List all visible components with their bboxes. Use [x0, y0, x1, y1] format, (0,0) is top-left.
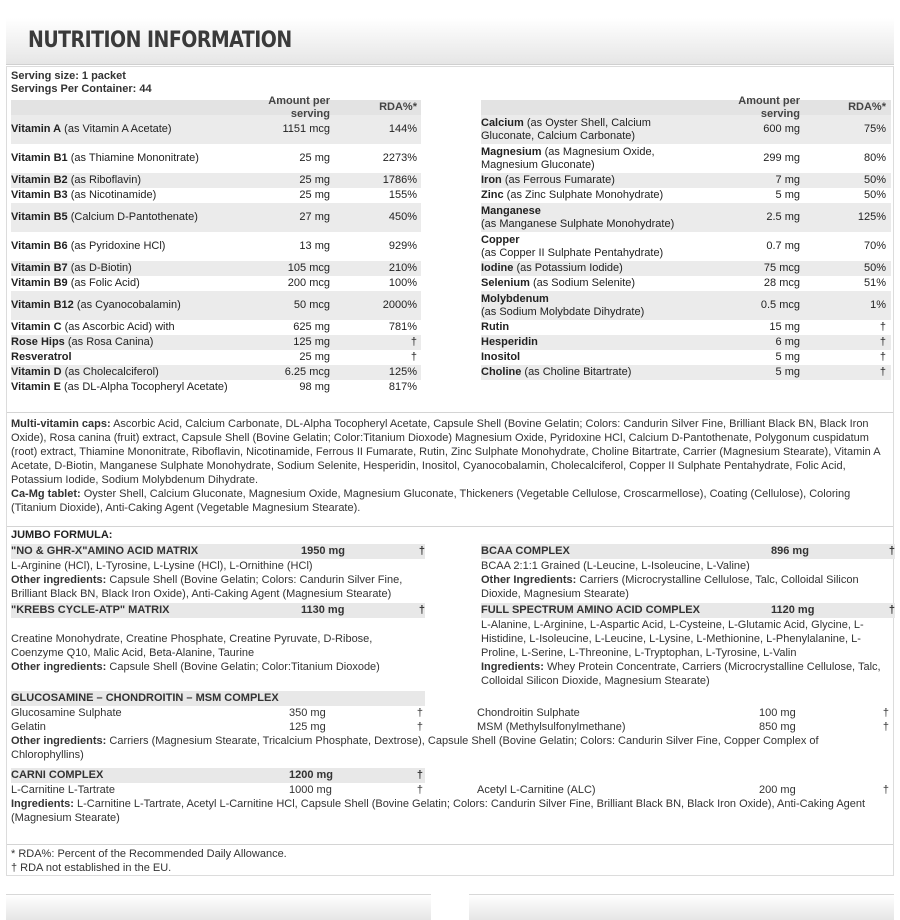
list-item: Chondroitin Sulphate 100 mg † [477, 707, 889, 719]
nutrient-rda: 50% [863, 174, 886, 186]
nutrient-amount: 27 mg [299, 211, 330, 223]
nutrient-rda: 817% [388, 381, 417, 393]
nutrient-name: Vitamin E (as DL-Alpha Tocopheryl Acetate) [11, 381, 228, 393]
table-header [11, 94, 421, 120]
amount-header: Amount per serving [738, 94, 800, 120]
nutrient-name: Choline (as Choline Bitartrate) [481, 366, 632, 378]
table-row [481, 203, 891, 232]
no-ghx-matrix: "NO & GHR-X"AMINO ACID MATRIX 1950 mg † L-Arginine (HCl), L-Tyrosine, L-Lysine (HCl), L-Ornithine (HCl) Other ingredients: Capsule Shell (Bovine Gelatin; Colors: Candurin Silver Fine, Brilliant Black BN, Black Iron Oxide), Anti-Caking Agent (Magnesium Stearate) [11, 545, 425, 600]
nutrient-rda: † [410, 336, 417, 348]
nutrient-amount: 13 mg [299, 240, 330, 252]
ingredients-section [11, 417, 889, 515]
nutrient-rda: 450% [388, 211, 417, 223]
table-row [11, 276, 421, 291]
nutrient-amount: 125 mg [293, 336, 330, 348]
matrix-header: GLUCOSAMINE – CHONDROITIN – MSM COMPLEX [11, 691, 425, 706]
table-row [11, 188, 421, 203]
table-row [11, 232, 421, 261]
nutrient-amount: 0.7 mg [766, 240, 800, 252]
dagger-footnote: † RDA not established in the EU. [11, 862, 172, 874]
nutrient-rda: 2273% [382, 152, 417, 164]
nutrient-name: Vitamin B1 (as Thiamine Mononitrate) [11, 152, 199, 164]
nutrient-amount: 50 mcg [293, 299, 330, 311]
table-row [481, 335, 891, 350]
servings-per-container: Servings Per Container: 44 [11, 83, 152, 95]
serving-size: Serving size: 1 packet [11, 70, 126, 82]
multi-vitamin-ingredients: Multi-vitamin caps: Ascorbic Acid, Calcium Carbonate, DL-Alpha Tocopheryl Acetate, Capsule Shell (Bovine Gelatin; Colors: Candurin Silver Fine, Brilliant Black BN, Black Iron Oxide), Rosa canina (fruit) extract, Capsule Shell (Bovine Gelatin; Color:Titanium Dioxode) Magnesium Oxide, Pyridoxine HCl, Calcium D-Pantothenate, Polygonum cuspidatum (root) extract, Thiamine Mononitrate, Riboflavin, Nicotinamide, Ferrous II Fumarate, Rutin, Zinc Sulphate Monohydrate, Choline Bitartrate, Carrier (Magnesium Stearate), Vitamin A Acetate, D-Biotin, Manganese Sulphate Monohydrate, Sodium Selenite, Hesperidin, Inositol, Cyanocobalamin, Cholecalciferol, Copper II Sulphate Pentahydrate, Folic Acid, Potassium Iodide, Sodium Molybdenum Dihydrate. [11, 418, 880, 486]
nutrient-rda: 51% [863, 277, 886, 289]
nutrient-name: Hesperidin [481, 336, 538, 348]
nutrient-name: Rutin [481, 321, 510, 333]
nutrient-rda: † [879, 351, 886, 363]
nutrient-rda: 50% [863, 189, 886, 201]
vitamins-table [11, 94, 421, 395]
nutrient-amount: 98 mg [299, 381, 330, 393]
divider [7, 526, 893, 527]
nutrient-rda: 929% [388, 240, 417, 252]
nutrient-name: Manganese (as Manganese Sulphate Monohydrate) [481, 204, 675, 230]
nutrient-name: Vitamin B2 (as Riboflavin) [11, 174, 142, 186]
nutrient-rda: 155% [388, 189, 417, 201]
nutrient-rda: 144% [388, 123, 417, 135]
nutrient-rda: † [879, 321, 886, 333]
nutrient-amount: 2.5 mg [766, 211, 800, 223]
nutrient-rda: 70% [863, 240, 886, 252]
footer-bar-right [469, 894, 894, 920]
table-row [11, 144, 421, 173]
nutrient-amount: 25 mg [299, 152, 330, 164]
nutrient-name: Iron (as Ferrous Fumarate) [481, 174, 615, 186]
nutrient-rda: 1% [870, 299, 886, 311]
full-spectrum-complex: FULL SPECTRUM AMINO ACID COMPLEX 1120 mg † L-Alanine, L-Arginine, L-Aspartic Acid, L-Cysteine, L-Glutamic Acid, Glycine, L-Histidine, L-Isoleucine, L-Leucine, L-Lysine, L-Methionine, L-Phenylalanine, L-Proline, L-Serine, L-Threonine, L-Tryptophan, L-Tyrosine, L-Valin Ingredients: Whey Protein Concentrate, Carriers (Microcrystalline Cellulose, Talc, Colloidal Silicon Dioxide, Magnesium Stearate) [481, 604, 895, 687]
amount-header: Amount per serving [268, 94, 330, 120]
table-header [481, 94, 891, 120]
nutrient-rda: 1786% [382, 174, 417, 186]
rda-header: RDA%* [848, 101, 886, 113]
list-item: Acetyl L-Carnitine (ALC) 200 mg † [477, 784, 889, 796]
nutrient-amount: 6.25 mcg [284, 366, 330, 378]
nutrient-name: Rose Hips (as Rosa Canina) [11, 336, 154, 348]
list-item: MSM (Methylsulfonylmethane) 850 mg † [477, 721, 889, 733]
nutrient-name: Molybdenum (as Sodium Molybdate Dihydrate) [481, 292, 645, 318]
nutrient-rda: 50% [863, 262, 886, 274]
table-row [11, 115, 421, 144]
page-header [6, 18, 894, 65]
page-title: NUTRITION INFORMATION [28, 28, 292, 53]
list-item: Gelatin 125 mg † [11, 721, 423, 733]
list-item: Glucosamine Sulphate 350 mg † [11, 707, 423, 719]
nutrient-name: Inositol [481, 351, 521, 363]
divider [7, 844, 893, 845]
table-row [481, 291, 891, 320]
nutrient-name: Zinc (as Zinc Sulphate Monohydrate) [481, 189, 664, 201]
table-row [481, 350, 891, 365]
nutrient-rda: 125% [388, 366, 417, 378]
nutrient-amount: 25 mg [299, 351, 330, 363]
nutrient-amount: 75 mcg [763, 262, 800, 274]
nutrition-panel [6, 66, 894, 876]
nutrient-name: Vitamin B6 (as Pyridoxine HCl) [11, 240, 166, 252]
serving-info [11, 70, 889, 96]
nutrient-amount: 200 mcg [287, 277, 330, 289]
nutrient-name: Calcium (as Oyster Shell, Calcium Gluconate, Calcium Carbonate) [481, 116, 651, 142]
matrix-header: "NO & GHR-X"AMINO ACID MATRIX 1950 mg † [11, 545, 425, 557]
nutrient-rda: 75% [863, 123, 886, 135]
krebs-matrix: "KREBS CYCLE-ATP" MATRIX 1130 mg † Creatine Monohydrate, Creatine Phosphate, Creatine Pyruvate, D-Ribose, Coenzyme Q10, Malic Acid, Beta-Alanine, Taurine Other ingredients: Capsule Shell (Bovine Gelatin; Color:Titanium Dioxode) [11, 604, 425, 673]
nutrient-amount: 6 mg [775, 336, 800, 348]
nutrient-amount: 625 mg [293, 321, 330, 333]
table-row [11, 380, 421, 395]
table-row [11, 291, 421, 320]
nutrient-amount: 5 mg [775, 189, 800, 201]
nutrient-amount: 299 mg [763, 152, 800, 164]
nutrient-amount: 5 mg [775, 351, 800, 363]
table-row [11, 335, 421, 350]
table-row [481, 320, 891, 335]
nutrient-name: Vitamin A (as Vitamin A Acetate) [11, 123, 172, 135]
table-row [481, 261, 891, 276]
table-row [11, 365, 421, 380]
nutrient-rda: 210% [388, 262, 417, 274]
matrix-header: FULL SPECTRUM AMINO ACID COMPLEX 1120 mg † [481, 604, 895, 616]
nutrient-name: Magnesium (as Magnesium Oxide, Magnesium Gluconate) [481, 145, 655, 171]
nutrient-rda: 100% [388, 277, 417, 289]
nutrient-amount: 28 mcg [763, 277, 800, 289]
nutrient-amount: 600 mg [763, 123, 800, 135]
table-row [481, 276, 891, 291]
nutrient-rda: 781% [388, 321, 417, 333]
nutrient-name: Vitamin C (as Ascorbic Acid) with [11, 321, 175, 333]
nutrient-amount: 25 mg [299, 174, 330, 186]
nutrient-amount: 0.5 mcg [760, 299, 800, 311]
nutrient-amount: 15 mg [769, 321, 800, 333]
table-row [481, 188, 891, 203]
table-row [481, 232, 891, 261]
table-row [11, 173, 421, 188]
carni-complex: CARNI COMPLEX 1200 mg † L-Carnitine L-Tartrate 1000 mg † Acetyl L-Carnitine (ALC) 200 mg † Ingredients: L-Carnitine L-Tartrate, Acetyl L-Carnitine HCl, Capsule Shell (Bovine Gelatin; Colors: Candurin Silver Fine, Brilliant Black BN, Black Iron Oxide), Anti-Caking Agent (Magnesium Stearate) [11, 769, 889, 824]
nutrient-name: Vitamin B9 (as Folic Acid) [11, 277, 140, 289]
table-row [11, 203, 421, 232]
rda-header: RDA%* [379, 101, 417, 113]
nutrient-amount: 1151 mcg [282, 123, 330, 135]
footnotes [11, 847, 287, 875]
jumbo-title: JUMBO FORMULA: [11, 529, 113, 541]
footer-bar-left [6, 894, 431, 920]
minerals-table [481, 94, 891, 380]
nutrient-name: Resveratrol [11, 351, 72, 363]
rda-footnote: * RDA%: Percent of the Recommended Daily Allowance. [11, 848, 287, 860]
nutrient-name: Copper (as Copper II Sulphate Pentahydrate) [481, 233, 664, 259]
nutrient-name: Vitamin B7 (as D-Biotin) [11, 262, 132, 274]
nutrient-rda: 80% [863, 152, 886, 164]
table-row [481, 173, 891, 188]
table-row [11, 320, 421, 335]
bcaa-complex: BCAA COMPLEX 896 mg † BCAA 2:1:1 Grained (L-Leucine, L-Isoleucine, L-Valine) Other Ingredients: Carriers (Microcrystalline Cellulose, Talc, Colloidal Silicon Dioxide, Magnesium Stearate) [481, 545, 895, 600]
table-row [481, 144, 891, 173]
table-row [481, 115, 891, 144]
nutrient-rda: 125% [857, 211, 886, 223]
divider [7, 412, 893, 413]
table-row [11, 350, 421, 365]
nutrient-rda: † [410, 351, 417, 363]
nutrient-rda: † [879, 336, 886, 348]
nutrient-name: Vitamin D (as Cholecalciferol) [11, 366, 159, 378]
nutrient-amount: 105 mcg [287, 262, 330, 274]
nutrient-name: Vitamin B12 (as Cyanocobalamin) [11, 299, 181, 311]
nutrient-name: Vitamin B5 (Calcium D-Pantothenate) [11, 211, 198, 223]
nutrient-name: Iodine (as Potassium Iodide) [481, 262, 623, 274]
table-row [11, 261, 421, 276]
glucosamine-complex: GLUCOSAMINE – CHONDROITIN – MSM COMPLEX Glucosamine Sulphate 350 mg † Gelatin 125 mg † Chondroitin Sulphate 100 mg † MSM (Methylsulfonylmethane) 850 mg † Other ingredients: Carriers (Magnesium Stearate, Tricalcium Phosphate, Dextrose), Capsule Shell (Bovine Gelatin; Colors: Candurin Silver Fine, Copper Complex of Chlorophyllins) [11, 692, 889, 761]
matrix-header: CARNI COMPLEX 1200 mg † [11, 769, 423, 781]
nutrient-amount: 25 mg [299, 189, 330, 201]
camg-ingredients: Ca-Mg tablet: Oyster Shell, Calcium Gluconate, Magnesium Oxide, Magnesium Gluconate, Thickeners (Vegetable Cellulose, Croscarmellose), Coating (Cellulose), Coloring (Titanium Dioxide), Anti-Caking Agent (Vegetable Magnesium Stearate). [11, 488, 851, 514]
nutrient-amount: 5 mg [775, 366, 800, 378]
table-row [481, 365, 891, 380]
list-item: L-Carnitine L-Tartrate 1000 mg † [11, 784, 423, 796]
nutrient-rda: 2000% [382, 299, 417, 311]
nutrient-name: Selenium (as Sodium Selenite) [481, 277, 636, 289]
nutrient-rda: † [879, 366, 886, 378]
nutrient-amount: 7 mg [775, 174, 800, 186]
matrix-header: "KREBS CYCLE-ATP" MATRIX 1130 mg † [11, 604, 425, 616]
nutrient-name: Vitamin B3 (as Nicotinamide) [11, 189, 157, 201]
matrix-header: BCAA COMPLEX 896 mg † [481, 545, 895, 557]
